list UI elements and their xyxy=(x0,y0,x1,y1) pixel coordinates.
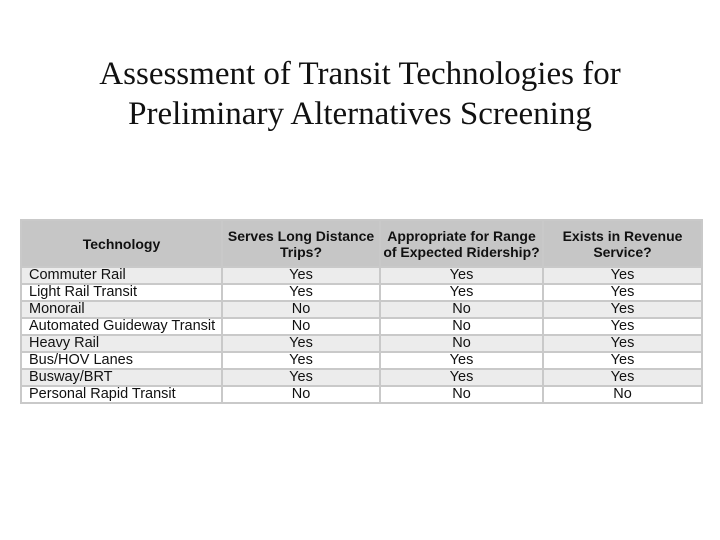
revenue-service-cell: Yes xyxy=(543,284,702,301)
revenue-service-cell: Yes xyxy=(543,352,702,369)
long-distance-cell: Yes xyxy=(222,352,380,369)
revenue-service-cell: Yes xyxy=(543,318,702,335)
ridership-cell: Yes xyxy=(380,369,543,386)
revenue-service-cell: Yes xyxy=(543,301,702,318)
technology-cell: Light Rail Transit xyxy=(21,284,222,301)
revenue-service-cell: No xyxy=(543,386,702,403)
technology-cell: Bus/HOV Lanes xyxy=(21,352,222,369)
slide-title-line-2: Preliminary Alternatives Screening xyxy=(128,96,592,132)
technology-cell: Personal Rapid Transit xyxy=(21,386,222,403)
table-row xyxy=(21,352,702,369)
long-distance-cell: No xyxy=(222,318,380,335)
header-serves-long-distance: Serves Long Distance Trips? xyxy=(222,220,380,267)
table-row xyxy=(21,318,702,335)
table-row xyxy=(21,386,702,403)
header-exists-revenue-service: Exists in Revenue Service? xyxy=(543,220,702,267)
table-row xyxy=(21,284,702,301)
technology-cell: Heavy Rail xyxy=(21,335,222,352)
ridership-cell: No xyxy=(380,318,543,335)
header-row xyxy=(21,220,702,267)
table-row xyxy=(21,267,702,284)
table-row xyxy=(21,369,702,386)
header-appropriate-ridership: Appropriate for Range of Expected Ridership? xyxy=(380,220,543,267)
long-distance-cell: Yes xyxy=(222,267,380,284)
long-distance-cell: No xyxy=(222,301,380,318)
ridership-cell: No xyxy=(380,386,543,403)
revenue-service-cell: Yes xyxy=(543,267,702,284)
header-technology: Technology xyxy=(21,220,222,267)
table-row xyxy=(21,301,702,318)
technology-cell: Monorail xyxy=(21,301,222,318)
table-header xyxy=(21,220,702,267)
slide-title-line-1: Assessment of Transit Technologies for xyxy=(99,56,621,92)
long-distance-cell: No xyxy=(222,386,380,403)
revenue-service-cell: Yes xyxy=(543,369,702,386)
long-distance-cell: Yes xyxy=(222,284,380,301)
ridership-cell: Yes xyxy=(380,267,543,284)
table-body xyxy=(21,267,702,403)
technology-cell: Busway/BRT xyxy=(21,369,222,386)
slide-title xyxy=(0,54,720,134)
long-distance-cell: Yes xyxy=(222,335,380,352)
revenue-service-cell: Yes xyxy=(543,335,702,352)
long-distance-cell: Yes xyxy=(222,369,380,386)
ridership-cell: No xyxy=(380,335,543,352)
technology-cell: Commuter Rail xyxy=(21,267,222,284)
technology-cell: Automated Guideway Transit xyxy=(21,318,222,335)
transit-assessment-table xyxy=(20,219,703,404)
ridership-cell: Yes xyxy=(380,352,543,369)
table-row xyxy=(21,335,702,352)
ridership-cell: No xyxy=(380,301,543,318)
ridership-cell: Yes xyxy=(380,284,543,301)
